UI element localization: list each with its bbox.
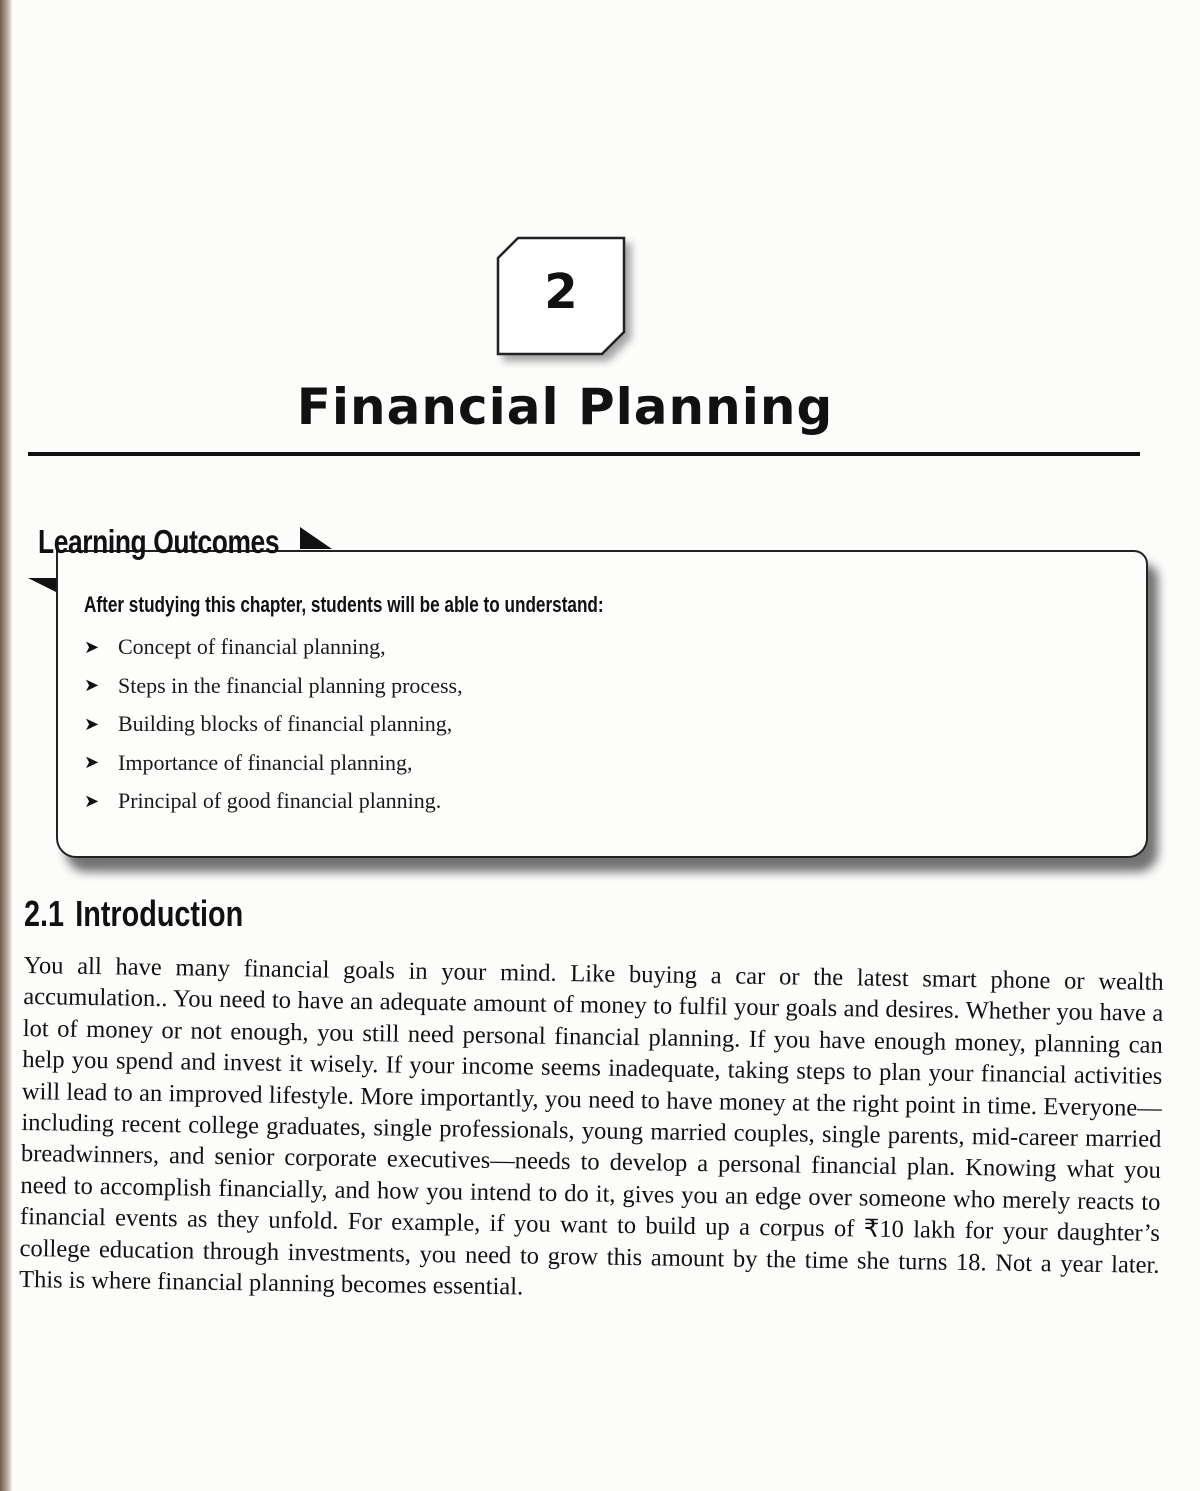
heading-flag-icon [300, 527, 332, 549]
list-item [84, 705, 463, 744]
chapter-title: Financial Planning [296, 378, 834, 436]
learning-outcomes-heading: Learning Outcomes [38, 523, 280, 560]
section-title: Introduction [75, 893, 244, 934]
list-item [84, 667, 463, 706]
list-item-text: Building blocks of financial planning, [118, 711, 453, 737]
list-item [84, 744, 463, 783]
book-spine-edge [0, 0, 12, 1491]
chapter-number: 2 [544, 264, 578, 320]
learning-outcomes-list [84, 628, 463, 821]
section-heading [24, 893, 243, 935]
arrow-bullet-icon: ➤ [84, 713, 100, 735]
list-item [84, 628, 463, 667]
introduction-paragraph: You all have many financial goals in your mind. Like buying a car or the latest smart phone or wealth accumulation.. You need to have an adequate amount of money to fulfil your goals and desires. Whether you have a lot of money or not enough, you still need personal financial planning. If you have enough money, planning can help you spend and invest it wisely. If your income seems inadequate, taking steps to plan your financial activities will lead to an improved lifestyle. More importantly, you need to have money at the right point in time. Everyone—including recent college graduates, single professionals, young married couples, single parents, mid-career married breadwinners, and senior corporate executives—needs to develop a personal financial plan. Knowing what you need to accomplish financially, and how you intend to do it, gives you an edge over someone who merely reacts to financial events as they unfold. For example, if you want to build up a corpus of ₹10 lakh for your daughter’s college education through investments, you need to grow this amount by the time she turns 18. Not a year later. This is where financial planning becomes essential. [18, 951, 1164, 1301]
arrow-bullet-icon: ➤ [84, 675, 100, 697]
chapter-number-badge [496, 236, 626, 356]
arrow-bullet-icon: ➤ [84, 790, 100, 812]
list-item-text: Concept of financial planning, [118, 634, 386, 660]
list-item [84, 782, 463, 821]
title-underline-rule [28, 452, 1140, 456]
section-number: 2.1 [24, 893, 65, 934]
box-corner-flag-icon [28, 578, 56, 592]
list-item-text: Steps in the financial planning process, [118, 672, 463, 698]
arrow-bullet-icon: ➤ [84, 752, 100, 774]
list-item-text: Importance of financial planning, [118, 749, 413, 775]
learning-outcomes-intro: After studying this chapter, students will be able to understand: [84, 592, 604, 617]
arrow-bullet-icon: ➤ [84, 636, 100, 658]
list-item-text: Principal of good financial planning. [118, 788, 442, 814]
